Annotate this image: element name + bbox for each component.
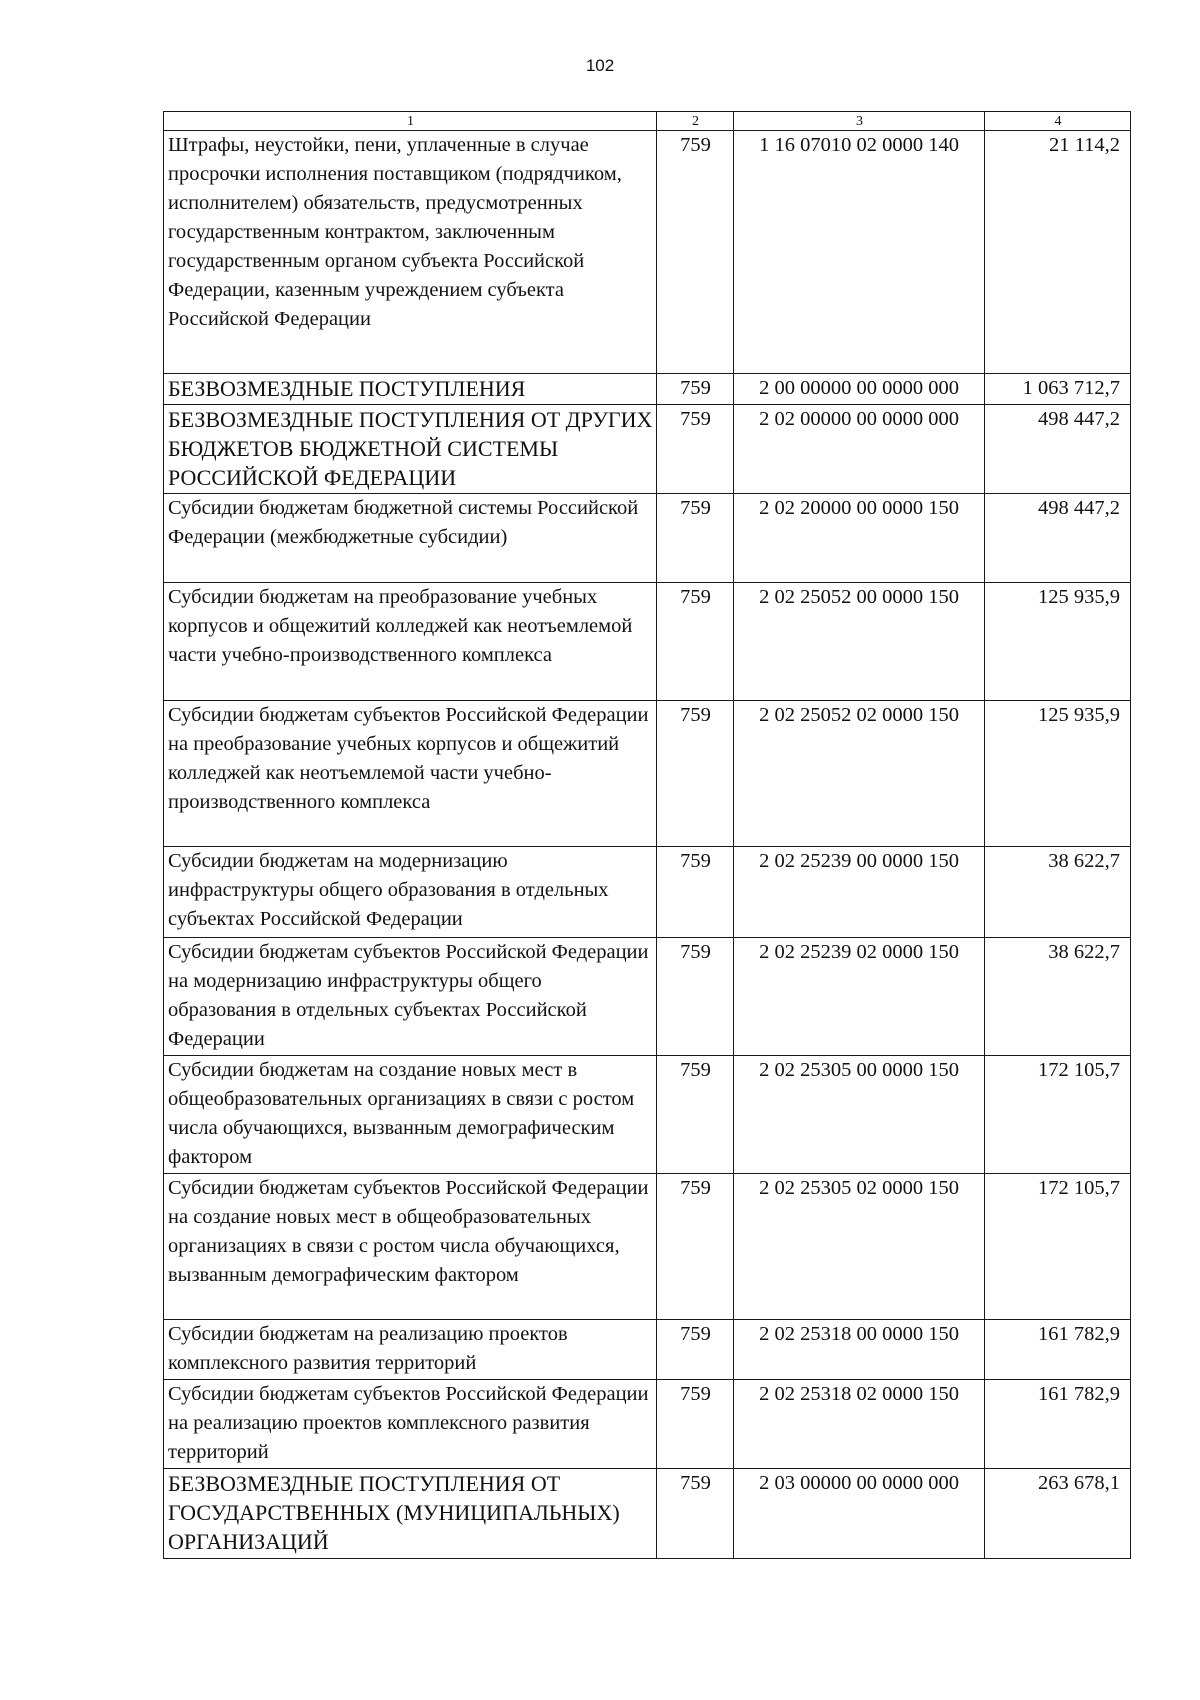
row-admin-code: 759 (657, 847, 734, 938)
row-amount: 172 105,7 (985, 1056, 1131, 1174)
row-admin-code: 759 (657, 583, 734, 701)
row-amount: 161 782,9 (985, 1320, 1131, 1380)
row-admin-code: 759 (657, 405, 734, 494)
row-amount: 125 935,9 (985, 701, 1131, 847)
row-name: Субсидии бюджетам бюджетной системы Российской Федерации (межбюджетные субсидии) (164, 494, 657, 583)
row-budget-code: 2 03 00000 00 0000 000 (734, 1469, 985, 1559)
row-admin-code: 759 (657, 1320, 734, 1380)
table-row (164, 1380, 1131, 1469)
column-number: 1 (164, 112, 657, 131)
row-budget-code: 2 02 20000 00 0000 150 (734, 494, 985, 583)
table-row (164, 1320, 1131, 1380)
table-row (164, 1469, 1131, 1559)
revenue-table (163, 111, 1131, 1559)
row-name: Субсидии бюджетам субъектов Российской Федерации на создание новых мест в общеобразовательных организациях в связи с ростом числа обучающихся, вызванным демографическим фактором (164, 1174, 657, 1320)
table-row (164, 131, 1131, 374)
row-name: Субсидии бюджетам на создание новых мест в общеобразовательных организациях в связи с ростом числа обучающихся, вызванным демографическим фактором (164, 1056, 657, 1174)
table-row (164, 405, 1131, 494)
row-admin-code: 759 (657, 374, 734, 405)
row-name: Штрафы, неустойки, пени, уплаченные в случае просрочки исполнения поставщиком (подрядчиком, исполнителем) обязательств, предусмотренных государственным контрактом, заключенным государственным органом субъекта Российской Федерации, казенным учреждением субъекта Российской Федерации (164, 131, 657, 374)
table-row (164, 374, 1131, 405)
row-admin-code: 759 (657, 494, 734, 583)
row-budget-code: 2 02 25305 02 0000 150 (734, 1174, 985, 1320)
row-amount: 498 447,2 (985, 494, 1131, 583)
row-budget-code: 2 02 25239 00 0000 150 (734, 847, 985, 938)
row-amount: 161 782,9 (985, 1380, 1131, 1469)
row-budget-code: 2 02 00000 00 0000 000 (734, 405, 985, 494)
row-budget-code: 1 16 07010 02 0000 140 (734, 131, 985, 374)
row-admin-code: 759 (657, 1056, 734, 1174)
page-number: 102 (585, 56, 615, 75)
row-admin-code: 759 (657, 1174, 734, 1320)
row-amount: 38 622,7 (985, 847, 1131, 938)
row-amount: 172 105,7 (985, 1174, 1131, 1320)
row-name: БЕЗВОЗМЕЗДНЫЕ ПОСТУПЛЕНИЯ (164, 374, 657, 405)
row-amount: 125 935,9 (985, 583, 1131, 701)
row-name: Субсидии бюджетам на реализацию проектов комплексного развития территорий (164, 1320, 657, 1380)
row-admin-code: 759 (657, 1469, 734, 1559)
row-name: Субсидии бюджетам субъектов Российской Федерации на реализацию проектов комплексного развития территорий (164, 1380, 657, 1469)
row-budget-code: 2 02 25318 00 0000 150 (734, 1320, 985, 1380)
row-budget-code: 2 02 25239 02 0000 150 (734, 938, 985, 1056)
row-name: БЕЗВОЗМЕЗДНЫЕ ПОСТУПЛЕНИЯ ОТ ДРУГИХ БЮДЖЕТОВ БЮДЖЕТНОЙ СИСТЕМЫ РОССИЙСКОЙ ФЕДЕРАЦИИ (164, 405, 657, 494)
row-name: Субсидии бюджетам субъектов Российской Федерации на модернизацию инфраструктуры общего образования в отдельных субъектах Российской Федерации (164, 938, 657, 1056)
row-admin-code: 759 (657, 131, 734, 374)
table-row (164, 1056, 1131, 1174)
column-number: 2 (657, 112, 734, 131)
row-admin-code: 759 (657, 701, 734, 847)
row-amount: 21 114,2 (985, 131, 1131, 374)
table-row (164, 701, 1131, 847)
table-row (164, 583, 1131, 701)
row-budget-code: 2 02 25305 00 0000 150 (734, 1056, 985, 1174)
column-number: 4 (985, 112, 1131, 131)
row-budget-code: 2 00 00000 00 0000 000 (734, 374, 985, 405)
row-admin-code: 759 (657, 1380, 734, 1469)
row-amount: 498 447,2 (985, 405, 1131, 494)
row-admin-code: 759 (657, 938, 734, 1056)
row-budget-code: 2 02 25318 02 0000 150 (734, 1380, 985, 1469)
row-budget-code: 2 02 25052 00 0000 150 (734, 583, 985, 701)
row-name: Субсидии бюджетам на модернизацию инфраструктуры общего образования в отдельных субъектах Российской Федерации (164, 847, 657, 938)
row-amount: 38 622,7 (985, 938, 1131, 1056)
row-budget-code: 2 02 25052 02 0000 150 (734, 701, 985, 847)
column-number-row (164, 112, 1131, 131)
row-amount: 263 678,1 (985, 1469, 1131, 1559)
row-name: Субсидии бюджетам субъектов Российской Федерации на преобразование учебных корпусов и общежитий колледжей как неотъемлемой части учебно-производственного комплекса (164, 701, 657, 847)
row-name: Субсидии бюджетам на преобразование учебных корпусов и общежитий колледжей как неотъемлемой части учебно-производственного комплекса (164, 583, 657, 701)
column-number: 3 (734, 112, 985, 131)
table-row (164, 938, 1131, 1056)
row-name: БЕЗВОЗМЕЗДНЫЕ ПОСТУПЛЕНИЯ ОТ ГОСУДАРСТВЕННЫХ (МУНИЦИПАЛЬНЫХ) ОРГАНИЗАЦИЙ (164, 1469, 657, 1559)
row-amount: 1 063 712,7 (985, 374, 1131, 405)
table-row (164, 847, 1131, 938)
table-row (164, 494, 1131, 583)
table-row (164, 1174, 1131, 1320)
